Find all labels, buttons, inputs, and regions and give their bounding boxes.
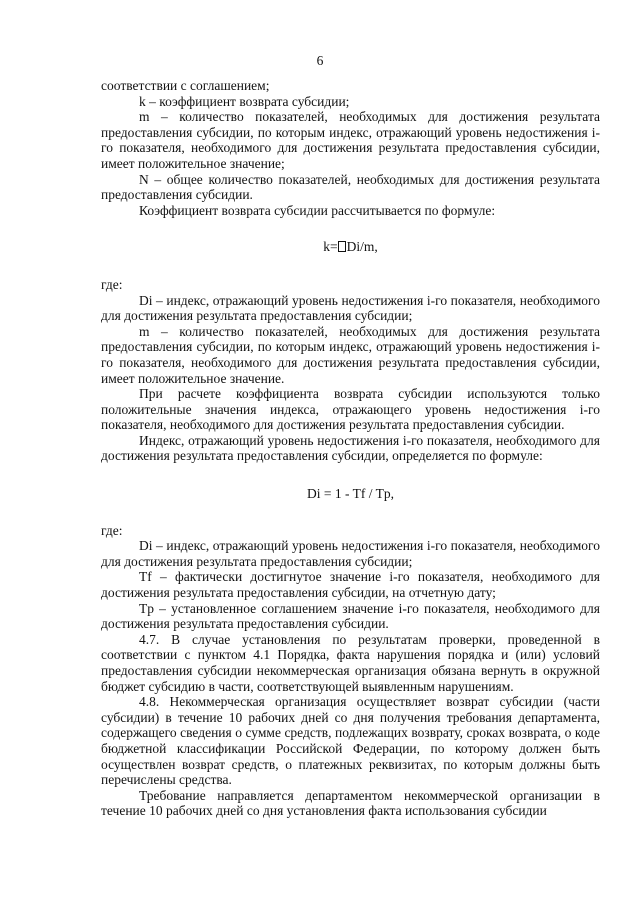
formula-intro-di: Индекс, отражающий уровень недостижения i-го показателя, необходимого для достижения результата предоставления субсидии, определяется по формуле:: [101, 432, 600, 464]
paragraph-continuation: соответствии с соглашением;: [101, 78, 270, 93]
summation-symbol-box: [338, 241, 346, 252]
definition-k: k – коэффициент возврата субсидии;: [139, 93, 350, 109]
definition-di-2: Di – индекс, отражающий уровень недостижения i-го показателя, необходимого для достижения результата предоставления субсидии;: [101, 538, 600, 569]
document-body: [101, 78, 600, 819]
page-number: 6: [316, 53, 324, 68]
clause-4-8: 4.8. Некоммерческая организация осуществляет возврат субсидии (части субсидии) в течение 10 рабочих дней со дня получения требования департамента, содержащего сведения о сумме средств, подлежащих возврату, сроках возврата, о коде бюджетной классификации Российской Федерации, по которому должен быть осуществлен возврат средств, о платежных реквизитах, по которым должны быть перечислены средства.: [101, 694, 600, 788]
paragraph-positive-values: При расчете коэффициента возврата субсидии используются только положительные значения индекса, отражающего уровень недостижения i-го показателя, необходимого для достижения результата предоставления субсидии.: [101, 386, 600, 433]
formula-di: Di = 1 - Tf / Tp,: [307, 486, 394, 502]
definition-m: m – количество показателей, необходимых для достижения результата предоставления субсидии, по которым индекс, отражающий уровень недостижения i-го показателя, необходимого для достижения результата предоставления субсидии, имеет положительное значение;: [101, 109, 600, 171]
formula-k-suffix: Di/m,: [346, 239, 378, 255]
definition-n: N – общее количество показателей, необходимых для достижения результата предоставления субсидии.: [101, 171, 600, 203]
definition-tf: Tf – фактически достигнутое значение i-го показателя, необходимого для достижения результата предоставления субсидии, на отчетную дату;: [101, 569, 600, 601]
definition-m-2: m – количество показателей, необходимых для достижения результата предоставления субсидии, по которым индекс, отражающий уровень недостижения i-го показателя, необходимого для достижения результата предоставления субсидии, имеет положительное значение.: [101, 323, 600, 386]
formula-k-prefix: k=: [323, 239, 338, 255]
paragraph-requirement: Требование направляется департаментом некоммерческой организации в течение 10 рабочих дней со дня установления факта использования субсидии: [101, 787, 600, 819]
definition-di: Di – индекс, отражающий уровень недостижения i-го показателя, необходимого для достижения результата предоставления субсидии;: [101, 292, 600, 324]
clause-4-7: 4.7. В случае установления по результатам проверки, проведенной в соответствии с пунктом 4.1 Порядка, факта нарушения порядка и (или) условий предоставления субсидии некоммерческая организация обязана вернуть в окружной бюджет субсидию в части, соответствующей выявленным нарушениям.: [101, 631, 600, 694]
formula-k: [101, 239, 600, 255]
definition-tp: Tp – установленное соглашением значение i-го показателя, необходимого для достижения результата предоставления субсидии.: [101, 600, 600, 632]
formula-intro-k: Коэффициент возврата субсидии рассчитывается по формуле:: [139, 202, 496, 218]
where-label: где:: [101, 276, 123, 292]
where-label-2: где:: [101, 522, 123, 538]
